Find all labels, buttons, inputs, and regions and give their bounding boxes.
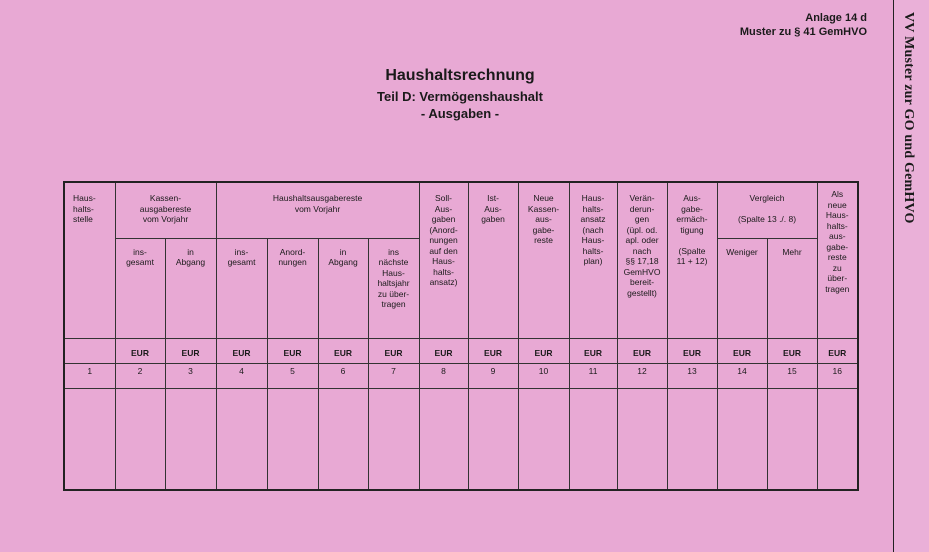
budget-table [63, 181, 859, 491]
column-number-14: 14 [717, 364, 767, 389]
currency-cell-16: EUR [817, 338, 858, 363]
currency-cell-3: EUR [165, 338, 216, 363]
header-soll-ausgaben: Soll- Aus- gaben (Anord- nungen auf den Haus- halts- ansatz) [419, 182, 468, 338]
entry-row [64, 389, 858, 491]
column-number-13: 13 [667, 364, 717, 389]
currency-row [64, 338, 858, 363]
currency-cell-10: EUR [518, 338, 569, 363]
header-vergleich-weniger: Weniger [717, 238, 767, 338]
column-number-1: 1 [64, 364, 115, 389]
header-neue-haushaltsausgabereste: Als neue Haus- halts- aus- gabe- reste zu über- tragen [817, 182, 858, 338]
entry-cell[interactable] [318, 389, 368, 491]
entry-cell[interactable] [817, 389, 858, 491]
attachment-reference: Muster zu § 41 GemHVO [739, 26, 867, 38]
header-kassen-abgang: in Abgang [165, 238, 216, 338]
header-haushaltsausgabereste: Haushaltsausgabereste vom Vorjahr [216, 182, 419, 238]
header-ist-ausgaben: Ist- Aus- gaben [468, 182, 518, 338]
entry-cell[interactable] [267, 389, 318, 491]
header-haushaltsansatz: Haus- halts- ansatz (nach Haus- halts- plan) [569, 182, 617, 338]
entry-cell[interactable] [165, 389, 216, 491]
entry-cell[interactable] [717, 389, 767, 491]
column-number-8: 8 [419, 364, 468, 389]
header-haushalt-anordnungen: Anord- nungen [267, 238, 318, 338]
column-number-7: 7 [368, 364, 419, 389]
entry-cell[interactable] [617, 389, 667, 491]
entry-cell[interactable] [569, 389, 617, 491]
header-haushaltsstelle: Haus- halts- stelle [64, 182, 115, 338]
column-number-11: 11 [569, 364, 617, 389]
column-number-5: 5 [267, 364, 318, 389]
document-title: Haushaltsrechnung [385, 67, 535, 84]
entry-cell[interactable] [115, 389, 165, 491]
currency-cell-12: EUR [617, 338, 667, 363]
currency-cell-5: EUR [267, 338, 318, 363]
currency-cell-4: EUR [216, 338, 267, 363]
currency-cell-14: EUR [717, 338, 767, 363]
header-neue-kassenausgabereste: Neue Kassen- aus- gabe- reste [518, 182, 569, 338]
header-kassenausgabereste: Kassen- ausgabereste vom Vorjahr [115, 182, 216, 238]
header-row-groups [64, 182, 858, 238]
attachment-number: Anlage 14 d [805, 12, 867, 24]
header-vergleich: Vergleich (Spalte 13 ./. 8) [717, 182, 817, 238]
column-number-16: 16 [817, 364, 858, 389]
attachment-label [740, 11, 867, 39]
column-number-6: 6 [318, 364, 368, 389]
entry-cell[interactable] [468, 389, 518, 491]
entry-cell[interactable] [667, 389, 717, 491]
header-haushalt-naechstes-jahr: ins nächste Haus- haltsjahr zu über- tragen [368, 238, 419, 338]
column-number-row [64, 364, 858, 389]
header-haushalt-abgang: in Abgang [318, 238, 368, 338]
column-number-9: 9 [468, 364, 518, 389]
entry-cell[interactable] [419, 389, 468, 491]
currency-cell-8: EUR [419, 338, 468, 363]
header-veraenderungen: Verän- derun- gen (üpl. od. apl. oder nach §§ 17,18 GemHVO bereit- gestellt) [617, 182, 667, 338]
currency-cell-2: EUR [115, 338, 165, 363]
header-vergleich-mehr: Mehr [767, 238, 817, 338]
currency-cell-9: EUR [468, 338, 518, 363]
column-number-2: 2 [115, 364, 165, 389]
currency-cell-1 [64, 338, 115, 363]
side-title: VV Muster zur GO und GemHVO [901, 12, 916, 224]
header-kassen-insgesamt: ins- gesamt [115, 238, 165, 338]
entry-cell[interactable] [64, 389, 115, 491]
currency-cell-15: EUR [767, 338, 817, 363]
document-section: - Ausgaben - [420, 106, 500, 121]
header-haushalt-insgesamt: ins- gesamt [216, 238, 267, 338]
column-number-12: 12 [617, 364, 667, 389]
column-number-3: 3 [165, 364, 216, 389]
entry-cell[interactable] [216, 389, 267, 491]
currency-cell-13: EUR [667, 338, 717, 363]
currency-cell-6: EUR [318, 338, 368, 363]
entry-cell[interactable] [767, 389, 817, 491]
column-number-15: 15 [767, 364, 817, 389]
currency-cell-11: EUR [569, 338, 617, 363]
column-number-10: 10 [518, 364, 569, 389]
currency-cell-7: EUR [368, 338, 419, 363]
entry-cell[interactable] [518, 389, 569, 491]
header-ausgabeermaechtigung: Aus- gabe- ermäch- tigung (Spalte 11 + 12) [667, 182, 717, 338]
entry-cell[interactable] [368, 389, 419, 491]
column-number-4: 4 [216, 364, 267, 389]
document-subtitle: Teil D: Vermögenshaushalt [377, 89, 543, 104]
